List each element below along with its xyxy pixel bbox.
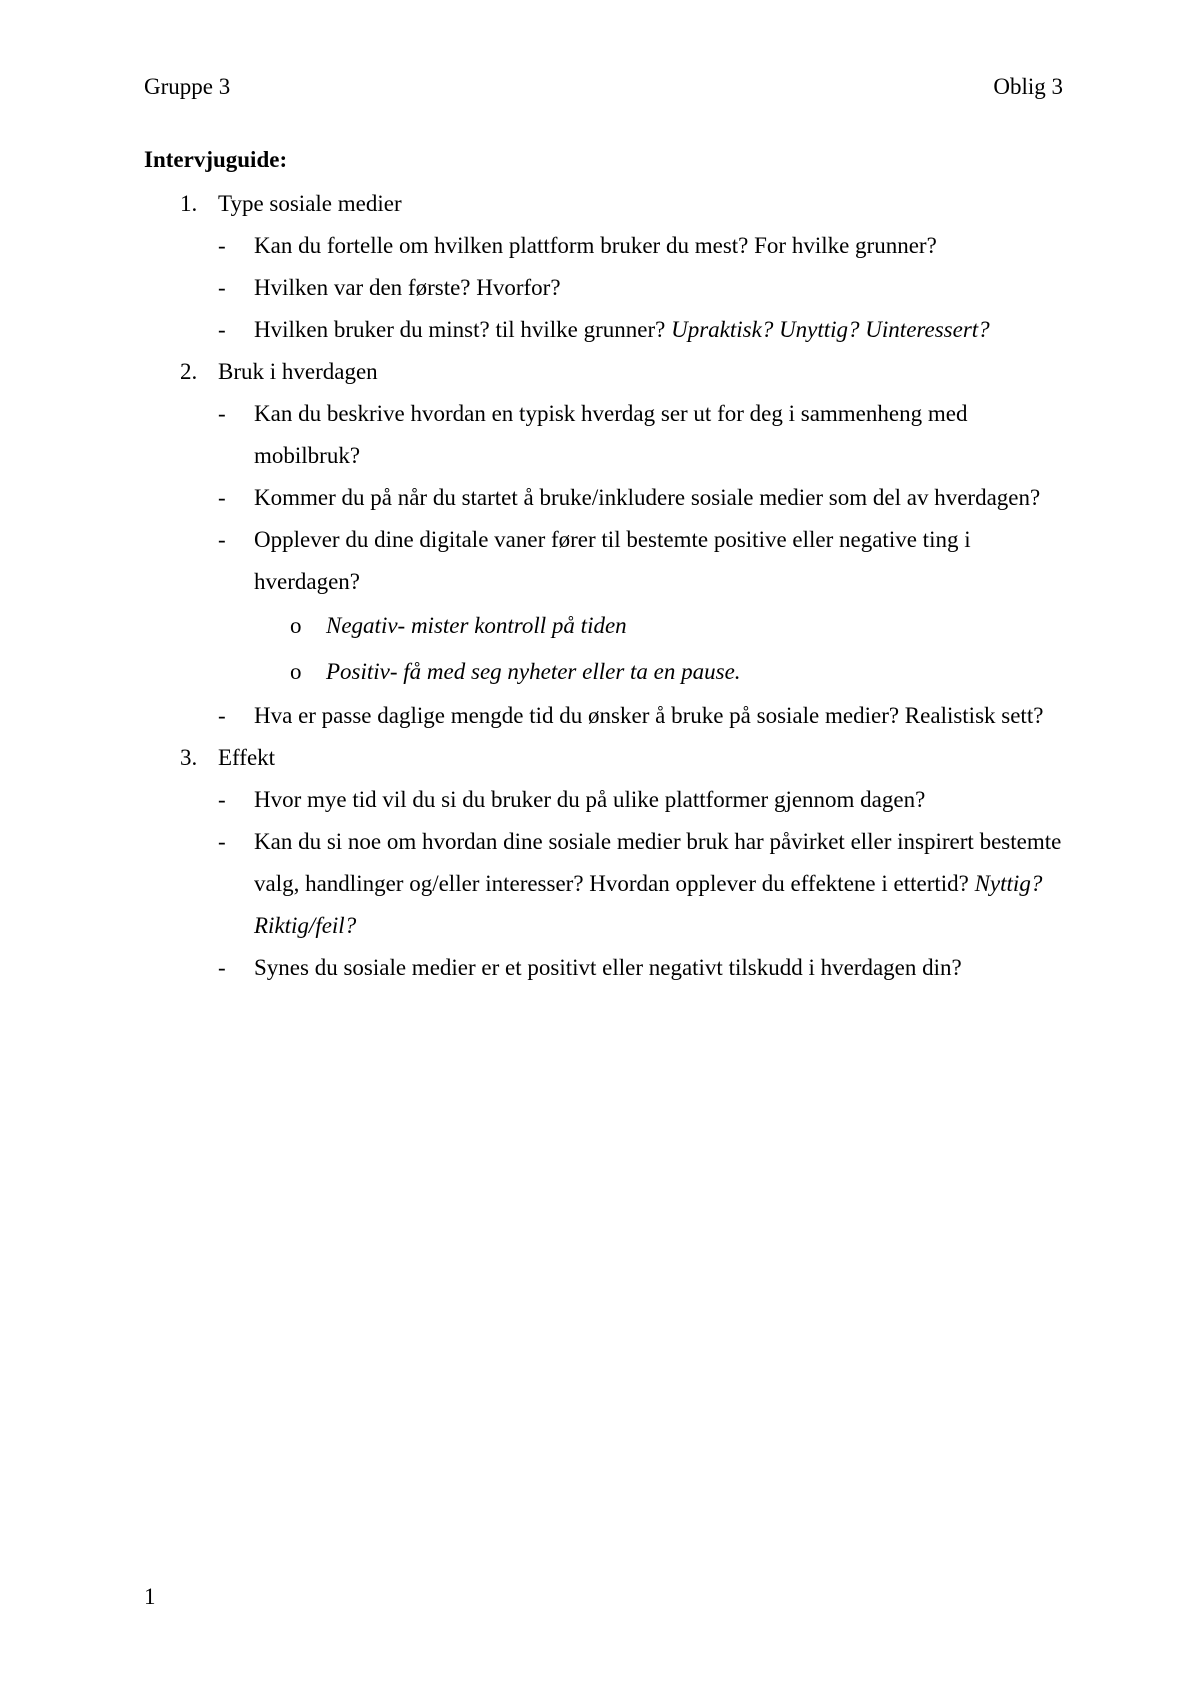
- section-number: 1.: [180, 191, 198, 216]
- circle-bullet: o: [290, 613, 302, 638]
- section-heading-text: Type sosiale medier: [218, 191, 402, 216]
- question-italic-note: Upraktisk? Unyttig? Uinteressert?: [671, 317, 990, 342]
- question-text: Hvor mye tid vil du si du bruker du på ulike plattformer gjennom dagen?: [254, 787, 926, 812]
- question-item: [144, 779, 1063, 821]
- section-number: 2.: [180, 359, 198, 384]
- dash-bullet: -: [218, 275, 226, 300]
- section-effekt: [144, 737, 1063, 989]
- dash-bullet: -: [218, 401, 226, 426]
- question-text: Hva er passe daglige mengde tid du ønsker å bruke på sosiale medier? Realistisk sett?: [254, 703, 1044, 728]
- dash-bullet: -: [218, 787, 226, 812]
- question-text: Kan du si noe om hvordan dine sosiale medier bruk har påvirket eller inspirert bestemte valg, handlinger og/eller interesser? Hvordan opplever du effektene i ettertid?: [254, 829, 1062, 896]
- section-heading: [144, 351, 1063, 393]
- question-item: [144, 519, 1063, 603]
- dash-bullet: -: [218, 317, 226, 342]
- section-number: 3.: [180, 745, 198, 770]
- circle-bullet: o: [290, 659, 302, 684]
- question-item: [144, 309, 1063, 351]
- question-text: Kan du beskrive hvordan en typisk hverdag ser ut for deg i sammenheng med mobilbruk?: [254, 401, 968, 468]
- header-group-label: Gruppe 3: [144, 74, 231, 99]
- question-text: Kommer du på når du startet å bruke/inkludere sosiale medier som del av hverdagen?: [254, 485, 1041, 510]
- question-text: Hvilken bruker du minst? til hvilke grunner?: [254, 317, 672, 342]
- question-text: Opplever du dine digitale vaner fører til bestemte positive eller negative ting i hverdagen?: [254, 527, 971, 594]
- question-item: [144, 477, 1063, 519]
- sub-item-text: Negativ- mister kontroll på tiden: [326, 613, 627, 638]
- question-item: [144, 821, 1063, 947]
- page-number: 1: [144, 1584, 156, 1609]
- section-heading: [144, 183, 1063, 225]
- dash-bullet: -: [218, 829, 226, 854]
- section-type-sosiale-medier: [144, 183, 1063, 351]
- question-item: [144, 695, 1063, 737]
- question-item: [144, 225, 1063, 267]
- sub-item-text: Positiv- få med seg nyheter eller ta en pause.: [326, 659, 741, 684]
- document-title: Intervjuguide:: [144, 147, 288, 172]
- section-heading-text: Bruk i hverdagen: [218, 359, 378, 384]
- document-body: [144, 145, 1063, 989]
- dash-bullet: -: [218, 703, 226, 728]
- dash-bullet: -: [218, 955, 226, 980]
- dash-bullet: -: [218, 527, 226, 552]
- question-item: [144, 947, 1063, 989]
- dash-bullet: -: [218, 233, 226, 258]
- section-bruk-i-hverdagen: [144, 351, 1063, 737]
- dash-bullet: -: [218, 485, 226, 510]
- question-text: Hvilken var den første? Hvorfor?: [254, 275, 561, 300]
- section-heading-text: Effekt: [218, 745, 276, 770]
- question-item: [144, 393, 1063, 477]
- header-assignment-label: Oblig 3: [993, 74, 1063, 99]
- question-item: [144, 267, 1063, 309]
- question-italic-note: Nyttig? Riktig/feil?: [254, 871, 1043, 938]
- sub-list-item: [144, 603, 1063, 649]
- question-text: Kan du fortelle om hvilken plattform bruker du mest? For hvilke grunner?: [254, 233, 937, 258]
- section-heading: [144, 737, 1063, 779]
- sub-list-item: [144, 649, 1063, 695]
- question-text: Synes du sosiale medier er et positivt eller negativt tilskudd i hverdagen din?: [254, 955, 962, 980]
